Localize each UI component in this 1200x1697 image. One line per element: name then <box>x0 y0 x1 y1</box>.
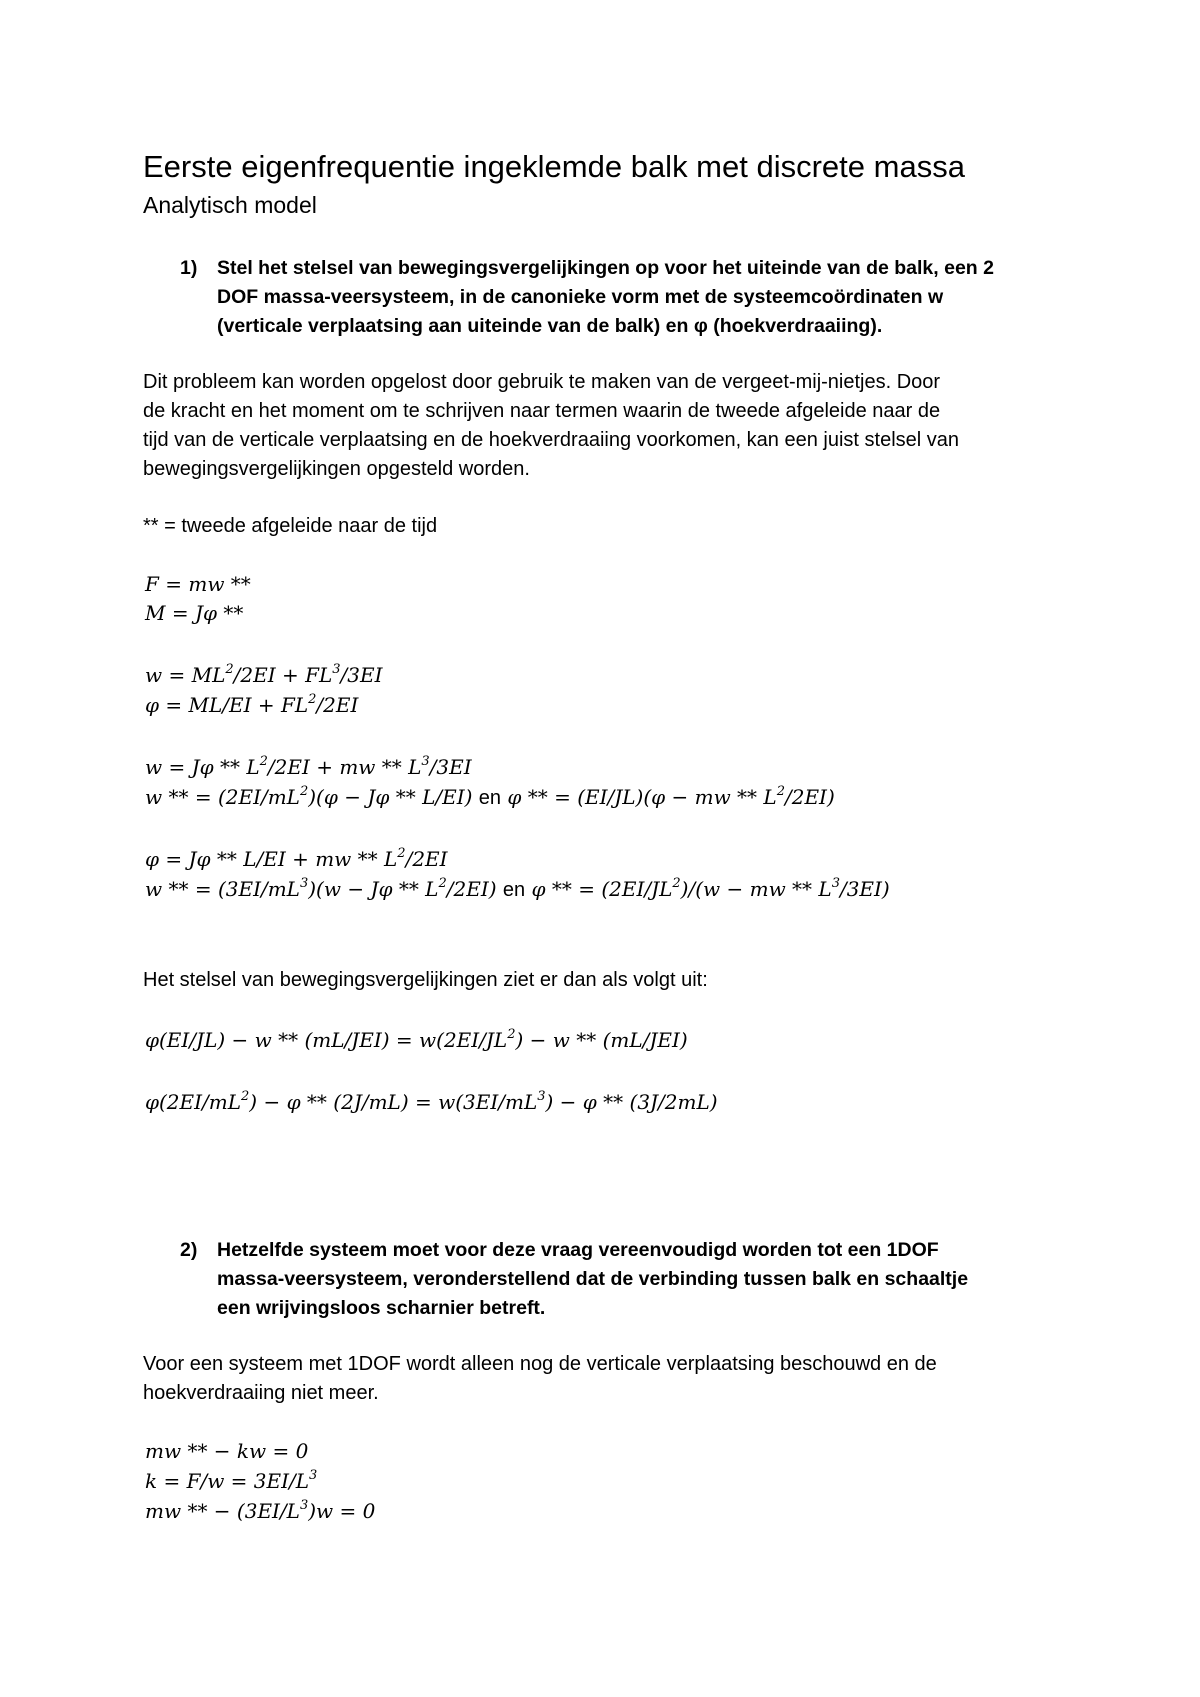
paragraph-intro-line-1: Dit probleem kan worden opgelost door gebruik te maken van de vergeet-mij-nietjes. Door <box>143 371 941 393</box>
paragraph-1dof <box>143 1350 937 1408</box>
question-1-number: 1) <box>180 257 198 279</box>
equation-1dof-motion: mw ** − kw = 0 <box>145 1439 309 1463</box>
notation-note: ** = tweede afgeleide naar de tijd <box>143 515 438 537</box>
paragraph-1dof-line-1: Voor een systeem met 1DOF wordt alleen nog de verticale verplaatsing beschouwd en de <box>143 1353 937 1375</box>
equation-w-static: $w = ML^2/2EI + FL^3/3EI$ <box>145 662 383 687</box>
document-title: Eerste eigenfrequentie ingeklemde balk met discrete massa <box>143 149 965 184</box>
equation-phi-static: $\varphi = ML/EI + FL^2/2EI$ <box>145 692 359 717</box>
paragraph-intro-line-3: tijd van de verticale verplaatsing en de hoekverdraaiing voorkomen, kan een juist stelsel van <box>143 429 960 451</box>
question-1-line-1: Stel het stelsel van bewegingsvergelijkingen op voor het uiteinde van de balk, een 2 <box>217 257 994 279</box>
question-2-number: 2) <box>180 1239 198 1261</box>
paragraph-intro-line-2: de kracht en het moment om te schrijven naar termen waarin de tweede afgeleide naar de <box>143 400 941 422</box>
equation-stiffness: $k = F/w = 3EI/L^3$ <box>145 1468 318 1493</box>
paragraph-intro <box>143 368 959 484</box>
equation-force: F = mw ** <box>145 572 251 596</box>
equation-moment: M = Jφ ** <box>145 601 244 625</box>
paragraph-system: Het stelsel van bewegingsvergelijkingen ziet er dan als volgt uit: <box>143 969 708 991</box>
equation-w-dynamic: $w = J\varphi ** L^2/2EI$ + mw ** $L^3/3EI$ <box>145 754 472 779</box>
equation-phi-dynamic: φ = Jφ ** L/EI + mw ** $L^2/2EI$ <box>145 846 448 871</box>
document-subtitle: Analytisch model <box>143 192 317 218</box>
question-2-line-3: een wrijvingsloos scharnier betreft. <box>217 1297 546 1319</box>
system-equation-1: $\varphi(EI/JL) - w ** (mL/JEI) = w(2EI/JL^2) - w ** (mL/JEI)$ <box>145 1027 688 1052</box>
paragraph-1dof-line-2: hoekverdraaiing niet meer. <box>143 1382 379 1404</box>
question-1-line-3: (verticale verplaatsing aan uiteinde van de balk) en φ (hoekverdraaiing). <box>217 315 883 337</box>
system-equation-2: $\varphi(2EI/mL^2) - \varphi ** (2J/mL) = w(3EI/mL^3) - \varphi ** (3J/2mL)$ <box>145 1089 718 1114</box>
question-1-line-2: DOF massa-veersysteem, in de canonieke vorm met de systeemcoördinaten w <box>217 286 944 308</box>
question-2-line-1: Hetzelfde systeem moet voor deze vraag vereenvoudigd worden tot een 1DOF <box>217 1239 939 1261</box>
equation-w-dd-1: w ** = $(2EI/mL^2)(\varphi - J\varphi ** L/EI)$ en φ ** = (EI/JL)(φ − mw ** $L^2/2EI$) <box>145 784 835 809</box>
equation-w-dd-2: w ** = $(3EI/mL^3)(w - J\varphi ** L^2/2EI)$ en φ ** = $(2EI/JL^2)/(w$ − mw ** $L^3/3EI$) <box>145 876 890 901</box>
equation-1dof-final: mw ** − $(3EI/L^3)w = 0$ <box>145 1498 376 1523</box>
question-2-line-2: massa-veersysteem, veronderstellend dat de verbinding tussen balk en schaaltje <box>217 1268 969 1290</box>
paragraph-intro-line-4: bewegingsvergelijkingen opgesteld worden. <box>143 458 530 480</box>
